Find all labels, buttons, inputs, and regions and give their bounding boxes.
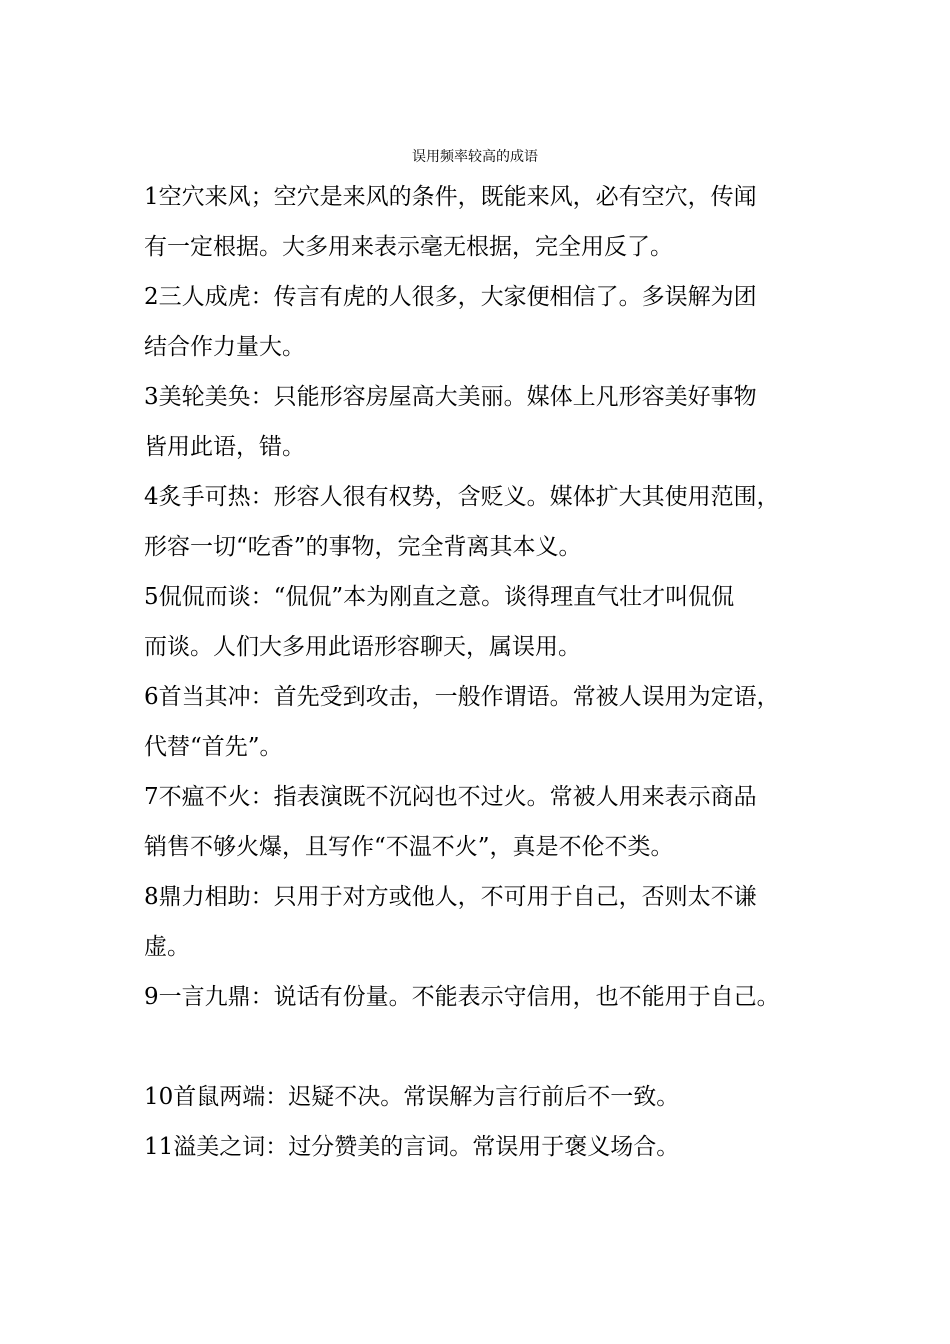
entry-5-line-1: 5侃侃而谈：“侃侃”本为刚直之意。谈得理直气壮才叫侃侃: [144, 584, 735, 610]
entry-8-line-1: 8鼎力相助：只用于对方或他人，不可用于自己，否则太不谦: [144, 884, 757, 910]
entry-1-line-1: 1空穴来风；空穴是来风的条件，既能来风，必有空穴，传闻: [144, 184, 757, 210]
entry-7-line-1: 7不瘟不火：指表演既不沉闷也不过火。常被人用来表示商品: [144, 784, 757, 810]
entry-2-line-1: 2三人成虎：传言有虎的人很多，大家便相信了。多误解为团: [144, 284, 757, 310]
blank-line: [144, 1022, 834, 1072]
entry-4-line-1: 4炙手可热：形容人很有权势，含贬义。媒体扩大其使用范围，: [144, 484, 780, 510]
entry-9-line-1: 9一言九鼎：说话有份量。不能表示守信用，也不能用于自己。: [144, 984, 780, 1010]
entry-6-line-2: 代替“首先”。: [144, 734, 283, 760]
idiom-list: [144, 172, 834, 1172]
entry-10-line-1: 10首鼠两端：迟疑不决。常误解为言行前后不一致。: [144, 1084, 680, 1110]
entry-3-line-1: 3美轮美奂：只能形容房屋高大美丽。媒体上凡形容美好事物: [144, 384, 757, 410]
entry-3-line-2: 皆用此语，错。: [144, 434, 305, 460]
document-title: 误用频率较高的成语: [412, 149, 538, 165]
entry-8-line-2: 虚。: [144, 934, 190, 960]
entry-6-line-1: 6首当其冲：首先受到攻击，一般作谓语。常被人误用为定语，: [144, 684, 780, 710]
entry-4-line-2: 形容一切“吃香”的事物，完全背离其本义。: [144, 534, 582, 560]
entry-5-line-2: 而谈。人们大多用此语形容聊天，属误用。: [144, 634, 581, 660]
entry-1-line-2: 有一定根据。大多用来表示毫无根据，完全用反了。: [144, 234, 673, 260]
entry-11-line-1: 11溢美之词：过分赞美的言词。常误用于褒义场合。: [144, 1134, 680, 1160]
entry-7-line-2: 销售不够火爆，且写作“不温不火”，真是不伦不类。: [144, 834, 674, 860]
entry-2-line-2: 结合作力量大。: [144, 334, 305, 360]
